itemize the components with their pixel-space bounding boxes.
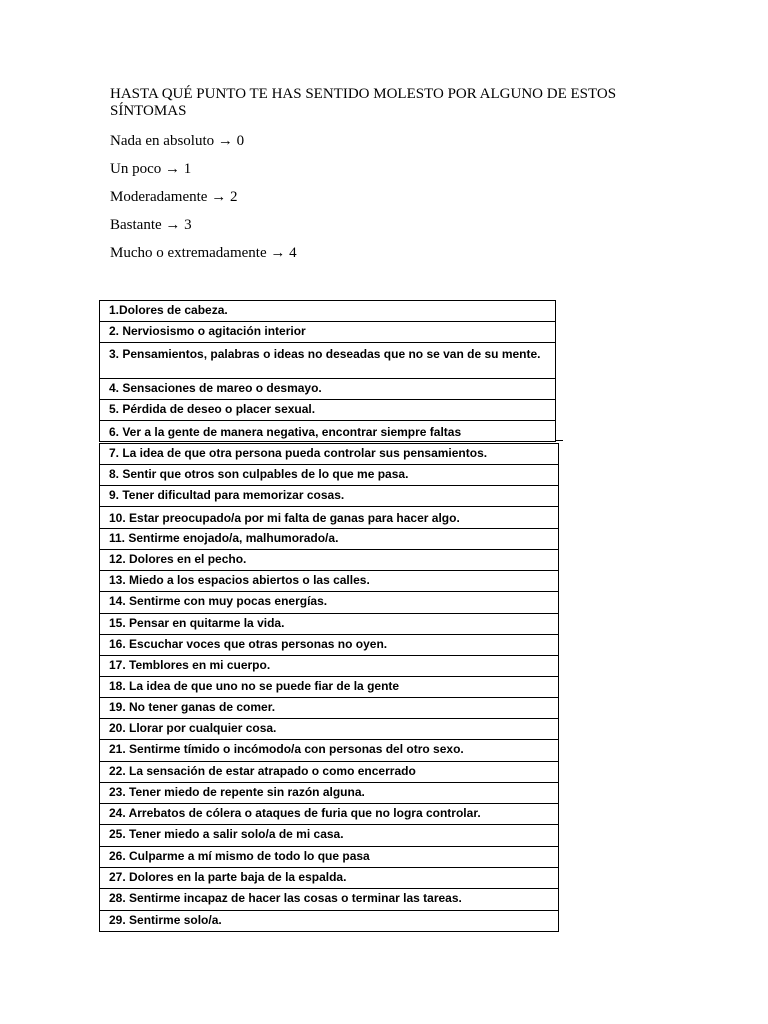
symptom-row: 23. Tener miedo de repente sin razón alguna. <box>99 782 559 804</box>
symptom-row: 14. Sentirme con muy pocas energías. <box>99 591 559 614</box>
symptom-row: 10. Estar preocupado/a por mi falta de ganas para hacer algo. <box>99 506 559 529</box>
symptom-row: 25. Tener miedo a salir solo/a de mi casa. <box>99 824 559 847</box>
symptom-row: 29. Sentirme solo/a. <box>99 910 559 932</box>
symptom-row: 27. Dolores en la parte baja de la espalda. <box>99 867 559 889</box>
symptom-row: 1.Dolores de cabeza. <box>99 300 556 322</box>
symptom-row: 5. Pérdida de deseo o placer sexual. <box>99 399 556 421</box>
symptom-row: 13. Miedo a los espacios abiertos o las calles. <box>99 570 559 592</box>
symptom-row: 3. Pensamientos, palabras o ideas no deseadas que no se van de su mente. <box>99 342 556 379</box>
scale-item: Nada en absoluto → 0 <box>110 133 245 149</box>
symptom-row: 15. Pensar en quitarme la vida. <box>99 613 559 635</box>
symptom-row: 6. Ver a la gente de manera negativa, encontrar siempre faltas <box>99 420 556 442</box>
symptom-row: 11. Sentirme enojado/a, malhumorado/a. <box>99 528 559 550</box>
symptom-row: 4. Sensaciones de mareo o desmayo. <box>99 378 556 400</box>
symptom-row: 19. No tener ganas de comer. <box>99 697 559 719</box>
symptom-row: 12. Dolores en el pecho. <box>99 549 559 571</box>
symptom-row: 9. Tener dificultad para memorizar cosas. <box>99 485 559 507</box>
scale-item: Bastante → 3 <box>110 217 192 233</box>
symptom-row: 7. La idea de que otra persona pueda controlar sus pensamientos. <box>99 443 559 465</box>
symptom-row: 2. Nerviosismo o agitación interior <box>99 321 556 343</box>
symptom-row: 28. Sentirme incapaz de hacer las cosas o terminar las tareas. <box>99 888 559 911</box>
scale-item: Mucho o extremadamente → 4 <box>110 245 297 261</box>
symptom-row: 22. La sensación de estar atrapado o como encerrado <box>99 761 559 783</box>
symptom-row: 20. Llorar por cualquier cosa. <box>99 718 559 740</box>
symptom-row: 21. Sentirme tímido o incómodo/a con personas del otro sexo. <box>99 739 559 762</box>
scale-item: Moderadamente → 2 <box>110 189 238 205</box>
table-divider <box>555 440 563 441</box>
symptom-row: 18. La idea de que uno no se puede fiar de la gente <box>99 676 559 698</box>
symptom-row: 8. Sentir que otros son culpables de lo que me pasa. <box>99 464 559 486</box>
page-heading: HASTA QUÉ PUNTO TE HAS SENTIDO MOLESTO POR ALGUNO DE ESTOS SÍNTOMAS <box>110 86 617 119</box>
scale-item: Un poco → 1 <box>110 161 192 177</box>
symptom-row: 26. Culparme a mí mismo de todo lo que pasa <box>99 846 559 868</box>
symptom-row: 17. Temblores en mi cuerpo. <box>99 655 559 677</box>
symptom-row: 24. Arrebatos de cólera o ataques de furia que no logra controlar. <box>99 803 559 825</box>
symptom-row: 16. Escuchar voces que otras personas no oyen. <box>99 634 559 656</box>
